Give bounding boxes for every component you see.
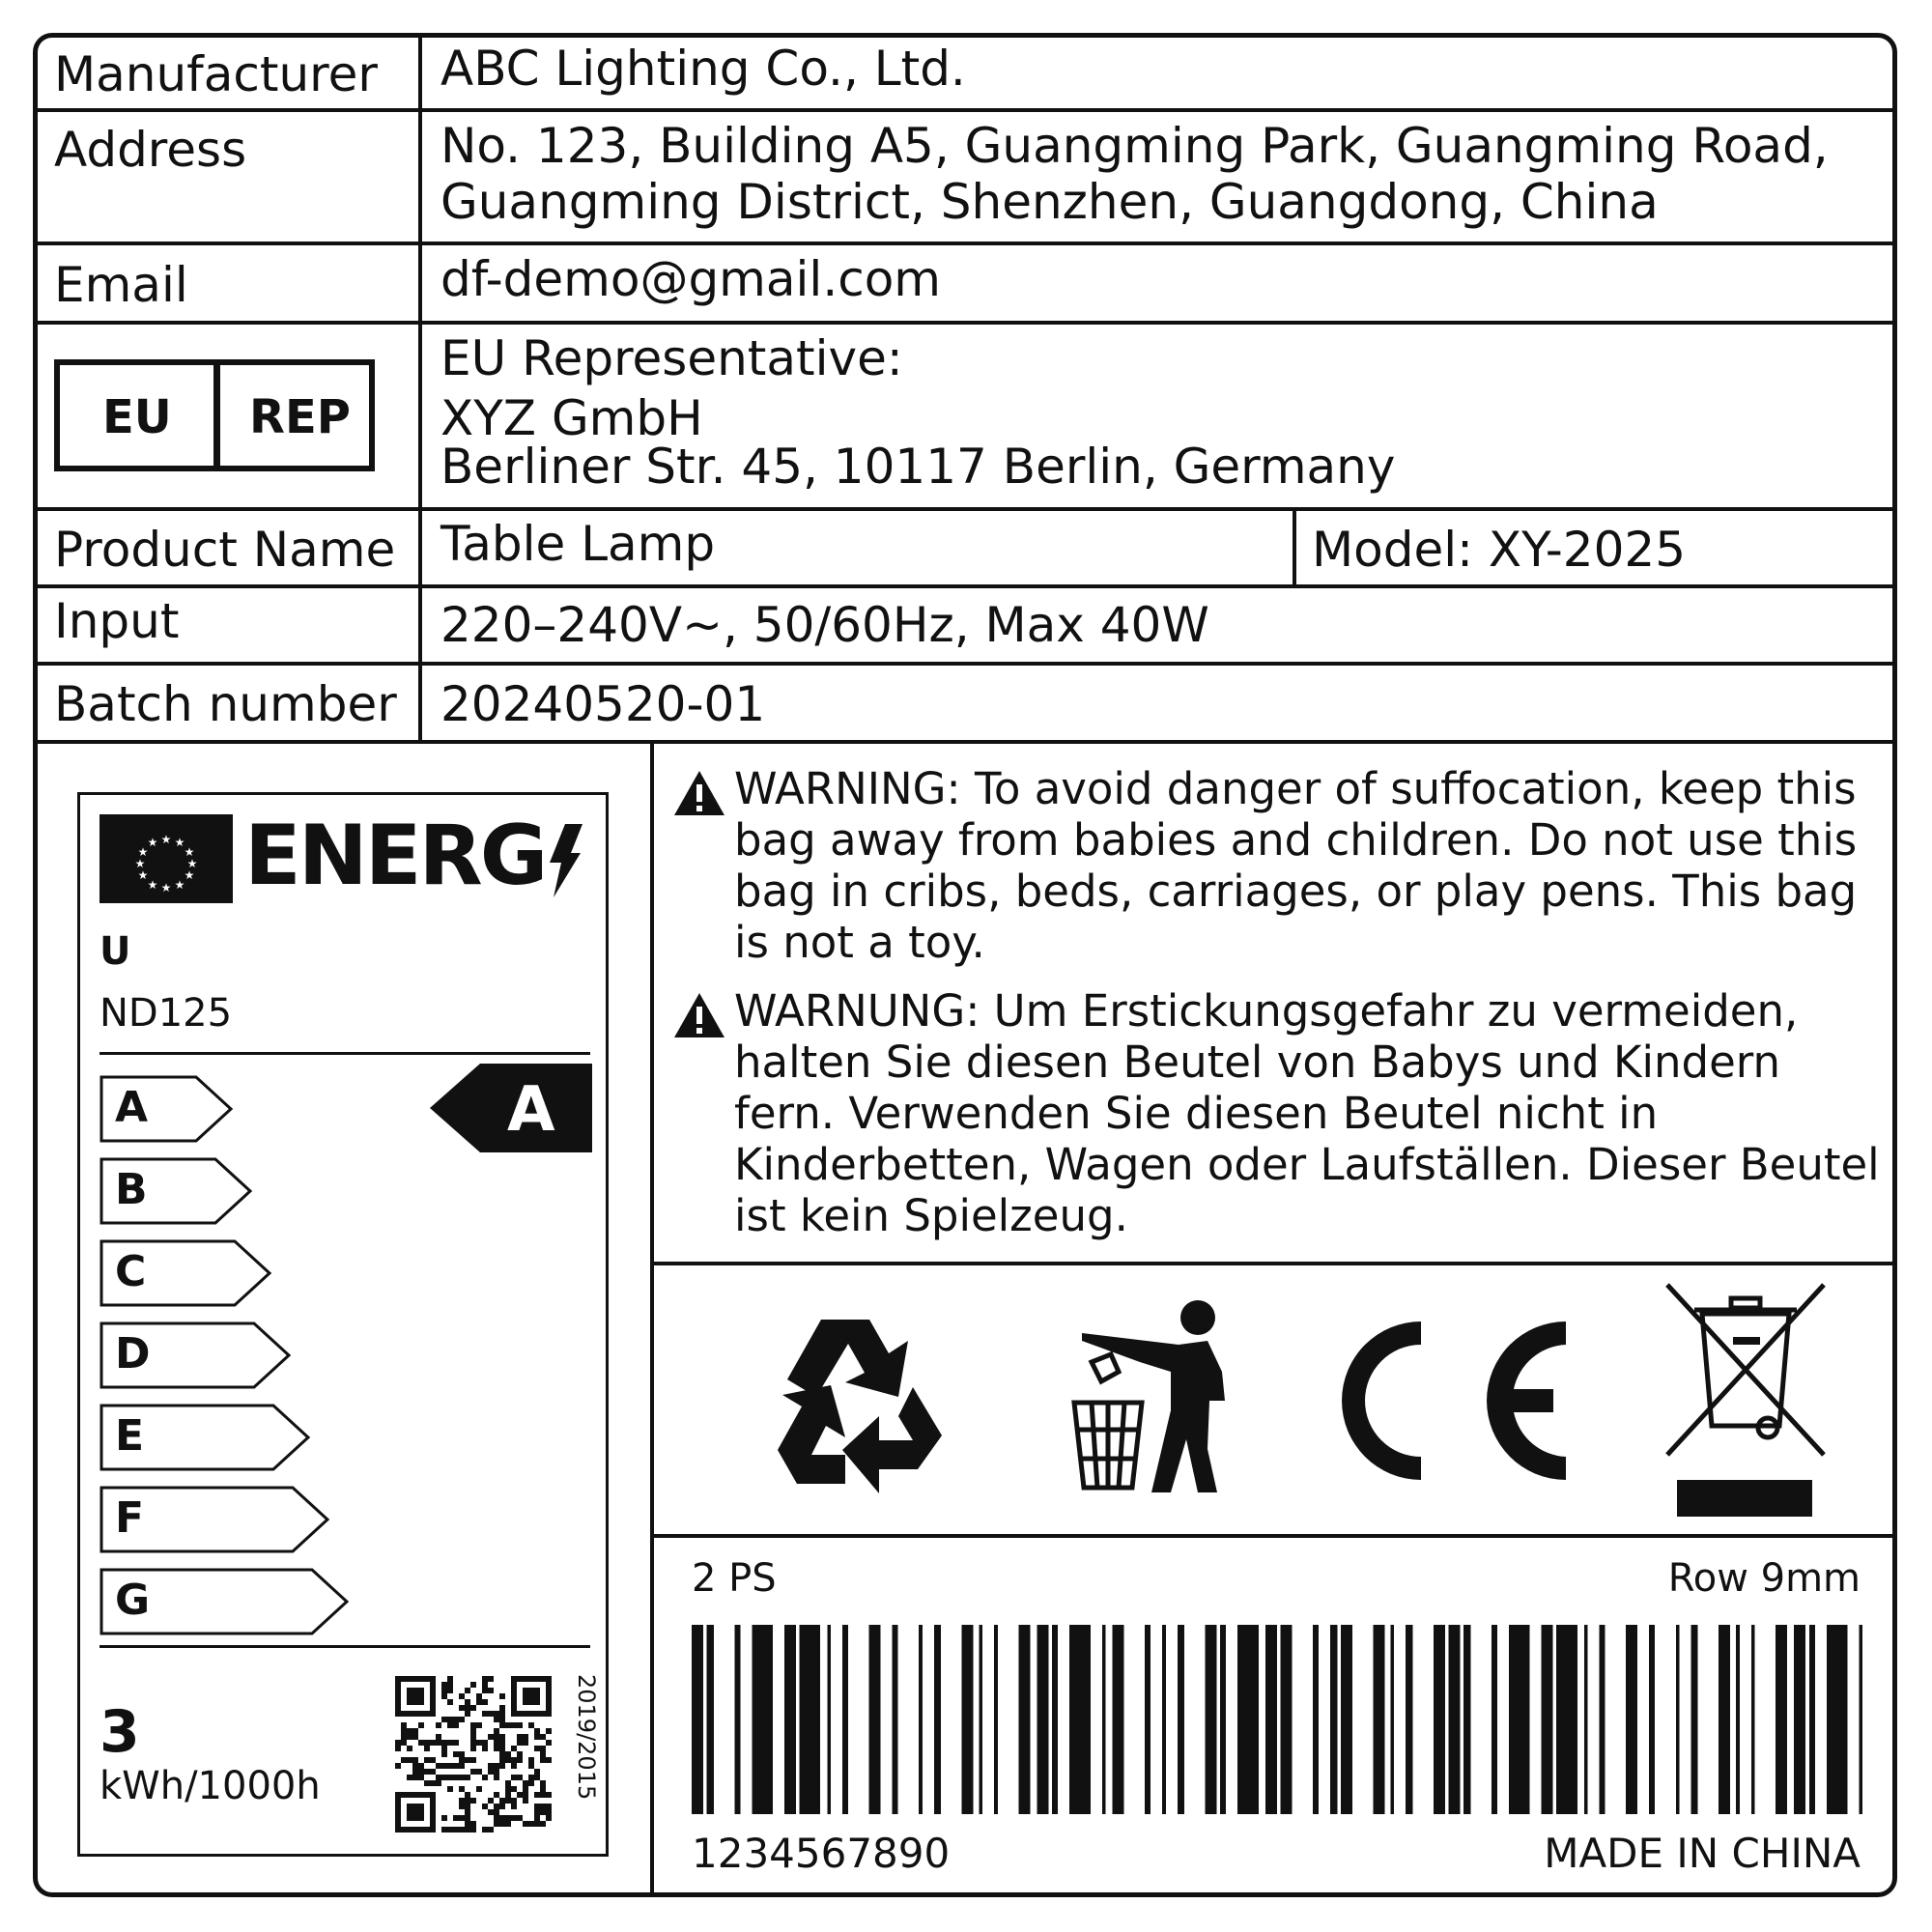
svg-text:★: ★ (184, 868, 195, 882)
qr-code-icon (395, 1676, 552, 1836)
energy-label (77, 792, 609, 1857)
row-divider (652, 1262, 1897, 1265)
email-value: df-demo@gmail.com (440, 251, 941, 307)
row-divider (35, 662, 1897, 666)
svg-text:★: ★ (147, 836, 158, 849)
badge-divider (213, 365, 220, 466)
supplier-name: U (99, 929, 131, 974)
barcode-icon (692, 1625, 1862, 1818)
energy-logo-text: ENERG (244, 808, 546, 904)
row-divider (35, 584, 1897, 588)
energy-class-letter: A (115, 1083, 149, 1132)
row-divider (35, 108, 1897, 112)
batch-label: Batch number (54, 676, 397, 732)
manufacturer-value: ABC Lighting Co., Ltd. (440, 41, 966, 97)
svg-text:★: ★ (160, 881, 172, 895)
svg-text:★: ★ (174, 878, 185, 892)
column-divider (1293, 509, 1296, 586)
warning-triangle-icon (672, 991, 726, 1043)
energy-class-c (99, 1239, 273, 1307)
row-divider (35, 321, 1897, 325)
svg-text:★: ★ (137, 845, 149, 859)
warning-en: WARNING: To avoid danger of suffocation, keep this bag away from babies and children. Do not use this bag in cribs, beds, carriages, or play pens. This bag is not a toy. (734, 763, 1858, 968)
energy-divider (99, 1645, 590, 1648)
energy-divider (99, 1052, 590, 1055)
barcode-top-left: 2 PS (692, 1556, 777, 1601)
tidy-man-icon (1063, 1294, 1236, 1501)
column-divider (650, 742, 654, 1895)
address-line1: No. 123, Building A5, Guangming Park, Guangming Road, (440, 118, 1829, 174)
model-value: Model: XY-2025 (1312, 522, 1687, 578)
energy-class-d (99, 1321, 293, 1389)
energy-rating-letter: A (507, 1074, 555, 1146)
row-divider (35, 242, 1897, 245)
lightning-icon (548, 824, 582, 901)
consumption-value: 3 (99, 1698, 140, 1766)
energy-class-a (99, 1075, 235, 1143)
eu-rep-badge (54, 359, 375, 471)
manufacturer-label: Manufacturer (54, 46, 378, 102)
energy-class-letter: G (115, 1576, 151, 1625)
product-name-value: Table Lamp (440, 516, 716, 572)
barcode-number: 1234567890 (692, 1830, 951, 1877)
made-in-label: MADE IN CHINA (1544, 1830, 1861, 1877)
regulation-number: 2019/2015 (573, 1674, 600, 1801)
column-divider (418, 35, 422, 742)
energy-class-f (99, 1486, 331, 1553)
product-name-label: Product Name (54, 522, 396, 578)
eu-flag-icon (99, 814, 233, 903)
energy-class-letter: D (115, 1329, 151, 1378)
eu-rep-company: XYZ GmbH (440, 390, 703, 446)
email-label: Email (54, 257, 188, 313)
energy-class-letter: F (115, 1493, 145, 1543)
weee-bin-icon (1663, 1281, 1828, 1526)
energy-model-id: ND125 (99, 991, 233, 1036)
svg-text:★: ★ (174, 836, 185, 849)
svg-text:★: ★ (147, 878, 158, 892)
batch-value: 20240520-01 (440, 676, 766, 732)
energy-class-b (99, 1157, 254, 1225)
recycle-icon (753, 1300, 956, 1497)
warning-de: WARNUNG: Um Erstickungsgefahr zu vermeiden, halten Sie diesen Beutel von Babys und Kindern fern. Verwenden Sie diesen Beutel nicht in Kinderbetten, Wagen oder Laufställen. Dieser Beutel ist kein Spielzeug. (734, 985, 1880, 1241)
eu-rep-heading: EU Representative: (440, 330, 903, 386)
address-line2: Guangming District, Shenzhen, Guangdong, China (440, 174, 1659, 230)
badge-rep: REP (249, 390, 351, 444)
row-divider (35, 740, 1897, 744)
svg-text:★: ★ (134, 857, 146, 870)
svg-text:★: ★ (184, 845, 195, 859)
row-divider (35, 507, 1897, 511)
barcode-top-right: Row 9mm (1667, 1556, 1861, 1601)
row-divider (652, 1534, 1897, 1538)
energy-class-letter: C (115, 1247, 147, 1296)
consumption-unit: kWh/1000h (99, 1764, 321, 1808)
badge-eu: EU (102, 390, 172, 444)
energy-class-letter: B (115, 1165, 148, 1214)
input-value: 220–240V~, 50/60Hz, Max 40W (440, 597, 1209, 653)
svg-text:★: ★ (160, 833, 172, 846)
warning-triangle-icon (672, 769, 726, 821)
energy-class-e (99, 1404, 312, 1471)
svg-text:★: ★ (137, 868, 149, 882)
ce-mark-icon (1329, 1314, 1571, 1492)
input-label: Input (54, 593, 180, 649)
address-label: Address (54, 122, 247, 178)
energy-class-g (99, 1568, 351, 1635)
eu-rep-address: Berliner Str. 45, 10117 Berlin, Germany (440, 439, 1396, 495)
svg-text:★: ★ (186, 857, 198, 870)
energy-rating-marker (430, 1064, 592, 1156)
energy-class-letter: E (115, 1411, 145, 1461)
